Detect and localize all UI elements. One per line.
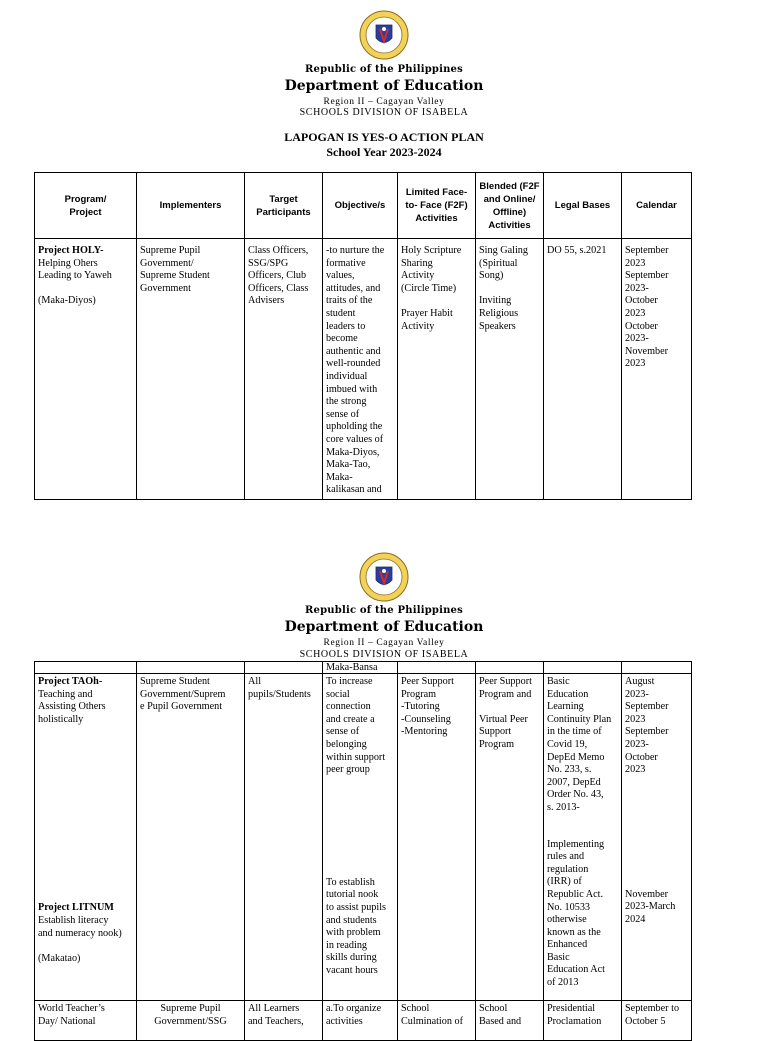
cell-limited: [398, 674, 476, 1001]
cell-blended: [476, 674, 544, 1001]
blended-text: Peer Support Program and Virtual Peer Support Program: [479, 676, 532, 750]
calendar-text: September to October 5: [625, 1003, 680, 1027]
target-text: All Learners and Teachers,: [248, 1003, 304, 1027]
action-plan-table: [34, 172, 692, 500]
objective-text: To increase social connection and create a sense of belonging within support peer group: [326, 676, 386, 776]
legal-text: DO 55, s.2021: [547, 245, 607, 256]
cell-empty: [245, 662, 323, 674]
blended-text: School Based and: [479, 1003, 522, 1027]
action-plan-table-continued: [34, 661, 692, 1041]
col-header-blended: Blended (F2F and Online/ Offline) Activities: [476, 173, 544, 239]
program-title: Project HOLY-: [38, 245, 104, 256]
cell-legal: [544, 239, 622, 500]
deped-seal-icon: [359, 552, 409, 602]
cell-target: [245, 1001, 323, 1041]
republic-label: Republic of the Philippines: [305, 605, 463, 616]
table-header-row: [35, 173, 692, 239]
blended-text: Sing Galing (Spiritual Song) Inviting Religious Speakers: [479, 245, 528, 332]
program-text: World Teacher’s Day/ National: [38, 1003, 105, 1027]
cell-empty: [476, 662, 544, 674]
region-label: Region II – Cagayan Valley: [323, 97, 445, 107]
legal-text: Presidential Proclamation: [547, 1003, 602, 1027]
calendar-text: August 2023- September 2023 September 2023- October 2023: [625, 676, 669, 776]
cell-program: [35, 1001, 137, 1041]
region-label: Region II – Cagayan Valley: [323, 638, 445, 648]
cell-program: [35, 674, 137, 1001]
department-name: Department of Education: [284, 619, 484, 635]
implementers-text: Supreme Pupil Government/SSG: [154, 1003, 227, 1027]
col-header-calendar: Calendar: [622, 173, 692, 239]
cell-implementers: [137, 674, 245, 1001]
limited-text: Holy Scripture Sharing Activity (Circle Time) Prayer Habit Activity: [401, 245, 462, 332]
cell-limited: [398, 1001, 476, 1041]
table-row: [35, 1001, 692, 1041]
cell-target: [245, 674, 323, 1001]
objective-text: a.To organize activities: [326, 1003, 382, 1027]
republic-label: Republic of the Philippines: [305, 64, 463, 75]
implementers-text: Supreme Student Government/Suprem e Pupil Government: [140, 676, 226, 713]
cell-blended: [476, 239, 544, 500]
cell-empty: [622, 662, 692, 674]
cell-limited: [398, 239, 476, 500]
legal2-text: Implementing rules and regulation (IRR) of Republic Act. No. 10533 otherwise known as the Enhanced Basic Education Act of 2013: [547, 838, 605, 989]
cell-empty: [137, 662, 245, 674]
cell-objective: [323, 674, 398, 1001]
legal-text: Basic Education Learning Continuity Plan in the time of Covid 19, DepEd Memo No. 233, s. 2007, DepEd Order No. 43, s. 2013-: [547, 676, 612, 813]
cell-calendar: [622, 1001, 692, 1041]
cell-implementers: [137, 1001, 245, 1041]
department-name: Department of Education: [284, 78, 484, 94]
plan-title: LAPOGAN IS YES-O ACTION PLAN: [284, 130, 484, 144]
cell-program: [35, 239, 137, 500]
program2-desc: Establish literacy and numeracy nook) (Makatao): [38, 914, 122, 964]
cell-objective: [323, 239, 398, 500]
cell-objective: [323, 1001, 398, 1041]
deped-seal-icon: [359, 10, 409, 60]
target-text: Class Officers, SSG/SPG Officers, Club Officers, Class Advisers: [248, 245, 309, 307]
calendar2-text: November 2023-March 2024: [625, 888, 676, 925]
cell-empty: [544, 662, 622, 674]
col-header-limited: Limited Face- to- Face (F2F) Activities: [398, 173, 476, 239]
limited-text: Peer Support Program -Tutoring -Counseling -Mentoring: [401, 676, 454, 738]
col-header-implementers: Implementers: [137, 173, 245, 239]
cell-blended: [476, 1001, 544, 1041]
calendar-text: September 2023 September 2023- October 2023 October 2023- November 2023: [625, 245, 669, 370]
cell-legal: [544, 1001, 622, 1041]
program-desc: Helping Ohers Leading to Yaweh (Maka-Diyos): [38, 257, 112, 307]
table-row: [35, 239, 692, 500]
limited-text: School Culmination of: [401, 1003, 463, 1027]
cell-empty: [35, 662, 137, 674]
cell-target: [245, 239, 323, 500]
cell-implementers: [137, 239, 245, 500]
col-header-objectives: Objective/s: [323, 173, 398, 239]
implementers-text: Supreme Pupil Government/ Supreme Student Government: [140, 245, 210, 294]
cell-empty: [398, 662, 476, 674]
target-text: All pupils/Students: [248, 676, 311, 700]
col-header-target: Target Participants: [245, 173, 323, 239]
cell-calendar: [622, 674, 692, 1001]
school-year: School Year 2023-2024: [326, 145, 442, 159]
cell-calendar: [622, 239, 692, 500]
cell-objective-carry: Maka-Bansa: [323, 662, 398, 674]
program-desc: Teaching and Assisting Others holistically: [38, 688, 106, 725]
objective-text: -to nurture the formative values, attitudes, and traits of the student leaders to become authentic and well-rounded individual imbued with the strong sense of upholding the core values of Maka-Diyos, Maka-Tao, Maka- kalikasan and: [326, 245, 385, 496]
program2-title: Project LITNUM: [38, 902, 114, 914]
table-row: [35, 674, 692, 1001]
program-title: Project TAOh-: [38, 676, 103, 687]
table-row: [35, 662, 692, 674]
cell-legal: [544, 674, 622, 1001]
division-label: SCHOOLS DIVISION OF ISABELA: [299, 649, 469, 660]
objective2-text: To establish tutorial nook to assist pupils and students with problem in reading skills during vacant hours: [326, 876, 387, 976]
division-label: SCHOOLS DIVISION OF ISABELA: [299, 107, 469, 118]
col-header-legal: Legal Bases: [544, 173, 622, 239]
col-header-program: Program/ Project: [35, 173, 137, 239]
